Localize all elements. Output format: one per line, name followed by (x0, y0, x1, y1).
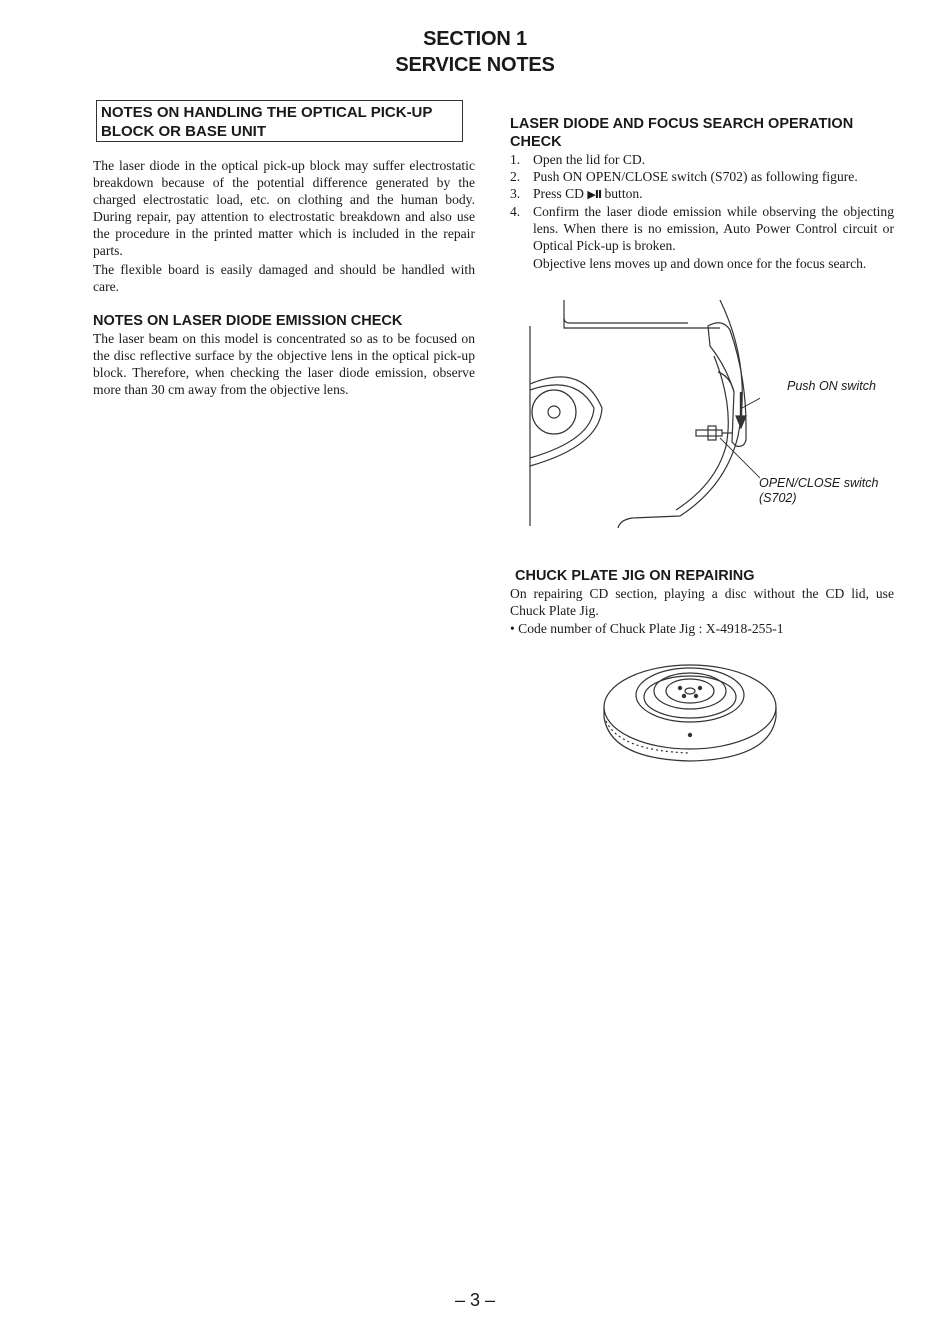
step-2 (510, 168, 894, 185)
body-outer-arc (618, 300, 742, 528)
step-continuation: Objective lens moves up and down once for the focus search. (533, 255, 867, 271)
step-text: Push ON OPEN/CLOSE switch (S702) as following figure. (533, 169, 858, 185)
jig-pin (678, 686, 681, 689)
step-text: Open the lid for CD. (533, 152, 646, 167)
chuck-plate-jig-illustration (600, 655, 780, 767)
step-number: 1. (510, 152, 521, 167)
focus-search-heading (510, 115, 853, 151)
disc-outer-edge (530, 377, 602, 466)
jig-spindle-hole (685, 688, 695, 694)
jig-pin (694, 694, 697, 697)
step-text-before: Press CD (533, 186, 588, 202)
focus-search-steps (510, 151, 894, 272)
switch-body (696, 430, 722, 436)
chuck-plate-heading: CHUCK PLATE JIG ON REPAIRING (515, 568, 755, 584)
step-text: Confirm the laser diode emission while observing the objecting lens. When there is no emission, Auto Power Control circuit or Optical Pick-up is broken. (533, 204, 894, 254)
body-inner-arc (676, 356, 728, 510)
open-close-switch-label-line1: OPEN/CLOSE switch (759, 476, 879, 490)
disc-spindle (548, 406, 560, 418)
play-pause-icon: ▶II (587, 188, 602, 202)
step-4 (510, 203, 894, 271)
focus-search-heading-line2: CHECK (510, 134, 562, 150)
handling-notes-heading-line1: NOTES ON HANDLING THE OPTICAL PICK-UP (101, 104, 433, 121)
step-1 (510, 151, 894, 168)
section-number: SECTION 1 (423, 28, 527, 50)
jig-hub (666, 679, 714, 703)
leader-extension (740, 380, 790, 490)
focus-search-heading-line1: LASER DIODE AND FOCUS SEARCH OPERATION (510, 116, 854, 132)
page-number: – 3 – (454, 1290, 496, 1310)
step-3 (510, 185, 894, 203)
jig-pin (682, 694, 685, 697)
step-text-after: button. (601, 186, 643, 202)
chuck-plate-body: On repairing CD section, playing a disc without the CD lid, use Chuck Plate Jig. (510, 586, 894, 619)
handling-notes-body: The laser diode in the optical pick-up block may suffer electrostatic breakdown because of the potential difference generated by the charged electrostatic load, etc. on clothing and the human body. During repair, pay attention to electrostatic breakdown and also use the procedure in the printed matter which is included in the repair parts. (93, 158, 475, 259)
switch-knob (708, 426, 716, 440)
step-number: 3. (510, 186, 521, 202)
emission-check-heading: NOTES ON LASER DIODE EMISSION CHECK (93, 313, 403, 329)
handling-notes-flexible-board: The flexible board is easily damaged and should be handled with care. (93, 262, 475, 295)
step-number: 4. (510, 204, 521, 220)
page-title: SERVICE NOTES (395, 54, 555, 76)
emission-check-body: The laser beam on this model is concentrated so as to be focused on the disc reflective surface by the objective lens in the optical pick-up block. Therefore, when checking the laser diode emission, observe more than 30 cm away from the objective lens. (93, 331, 475, 398)
open-close-switch-label-line2: (S702) (759, 491, 797, 505)
chuck-plate-code: • Code number of Chuck Plate Jig : X-4918-255-1 (510, 621, 784, 636)
step-number: 2. (510, 169, 521, 185)
jig-marker-dot (688, 733, 691, 736)
disc-hub-ring (532, 390, 576, 434)
jig-pin (698, 686, 701, 689)
open-close-switch-label (759, 476, 878, 506)
handling-notes-heading-box (96, 100, 463, 142)
lid-top-outline (564, 300, 688, 323)
handling-notes-heading-line2: BLOCK OR BASE UNIT (101, 123, 266, 140)
push-on-switch-label: Push ON switch (787, 379, 876, 393)
open-close-switch-figure (520, 296, 760, 532)
